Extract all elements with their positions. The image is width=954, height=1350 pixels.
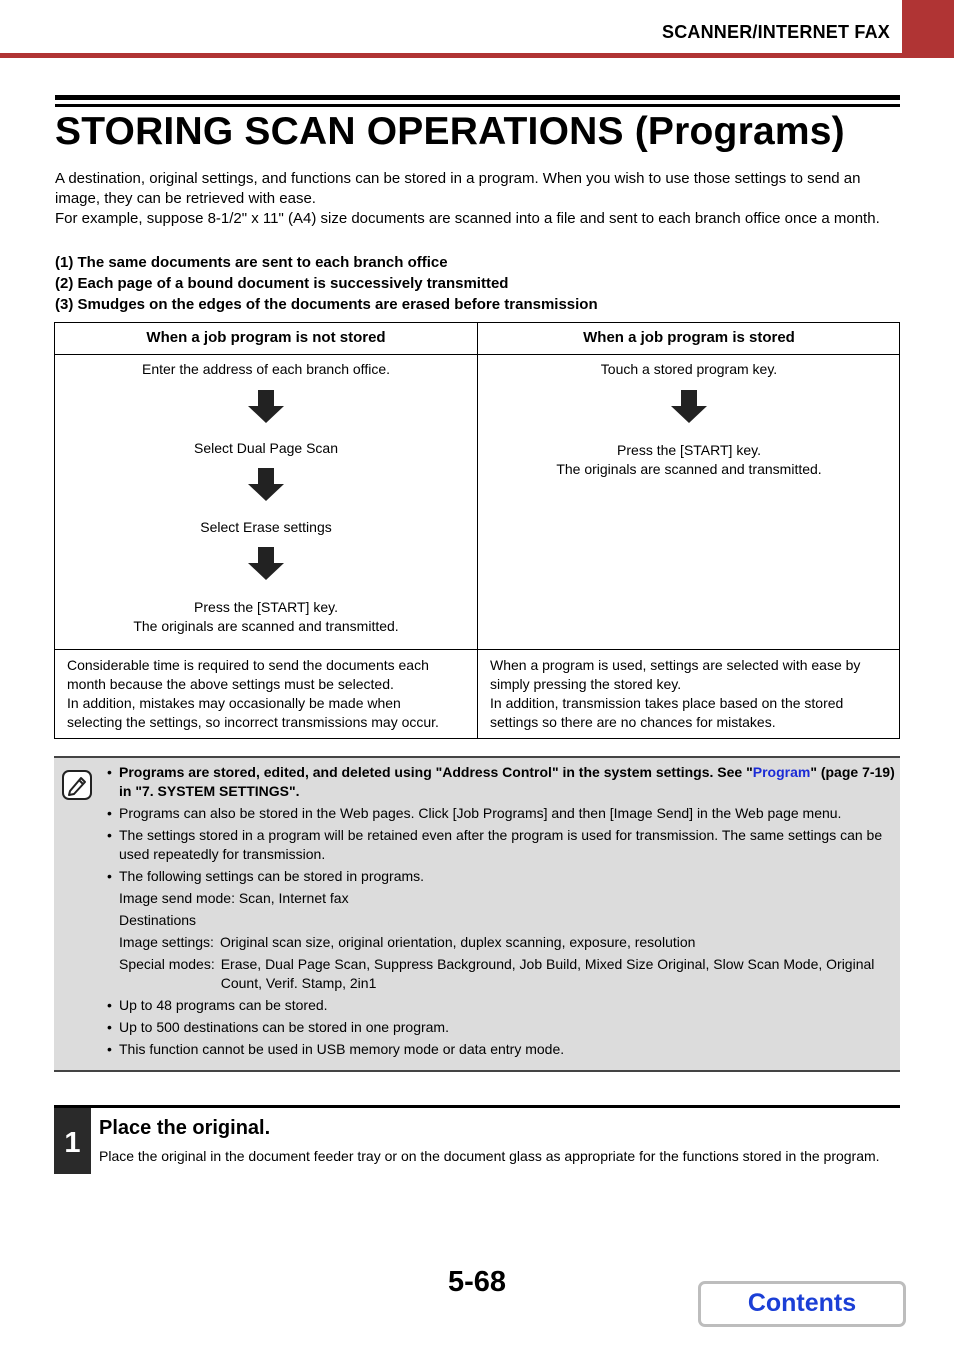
note-item: • Programs are stored, edited, and deleted using "Address Control" in the system settings. See "Program" (page 7-19) in "7. SYSTEM SETTINGS".: [107, 764, 895, 799]
remark-line: In addition, mistakes may occasionally be made when: [67, 695, 401, 711]
setting-row: [119, 933, 897, 952]
flow-step: Select Dual Page Scan: [194, 440, 338, 456]
down-arrow-icon: [248, 547, 284, 580]
setting-label: Image settings:: [119, 934, 214, 950]
intro-paragraph: For example, suppose 8-1/2" x 11" (A4) size documents are scanned into a file and sent to each branch office once a month.: [55, 210, 880, 227]
flow-step: Select Erase settings: [200, 519, 332, 535]
flow-step: The originals are scanned and transmitted.: [556, 461, 822, 477]
note-list: [107, 763, 897, 1062]
note-item: • This function cannot be used in USB memory mode or data entry mode.: [107, 1040, 897, 1059]
remark-line: selecting the settings, so incorrect transmissions may occur.: [67, 714, 439, 730]
setting-value: Original scan size, original orientation, duplex scanning, exposure, resolution: [219, 934, 696, 950]
remark-line: settings so there are no chances for mistakes.: [490, 714, 776, 730]
step-rule: [54, 1105, 900, 1108]
note-item: • Up to 48 programs can be stored.: [107, 996, 897, 1015]
title-rule-thick: [55, 95, 900, 100]
pencil-note-icon: [62, 770, 92, 800]
note-text: This function cannot be used in USB memory mode or data entry mode.: [119, 1041, 565, 1057]
note-text: The settings stored in a program will be retained even after the program is used for transmission. The same settings can be used repeatedly for transmission.: [119, 827, 883, 862]
flow-step: Press the [START] key.: [617, 442, 761, 458]
contents-button[interactable]: Contents: [698, 1281, 906, 1327]
note-text: Up to 48 programs can be stored.: [119, 997, 328, 1013]
note-item: • The settings stored in a program will be retained even after the program is used for transmission. The same settings can be used repeatedly for transmission.: [107, 826, 897, 864]
table-divider: [55, 354, 899, 355]
page-number: 5-68: [447, 1266, 507, 1298]
remark-not-stored: [67, 656, 467, 732]
step-title: Place the original.: [99, 1117, 271, 1139]
note-text: Programs can also be stored in the Web pages. Click [Job Programs] and then [Image Send] in the Web page menu.: [119, 805, 842, 821]
flow-step: Enter the address of each branch office.: [141, 361, 390, 377]
setting-value: Erase, Dual Page Scan, Suppress Background, Job Build, Mixed Size Original, Slow Scan Mode, Original Count, Verif. Stamp, 2in1: [220, 956, 875, 991]
column-header-not-stored: When a job program is not stored: [146, 329, 386, 346]
step-number-badge: 1: [54, 1108, 91, 1174]
flow-step: The originals are scanned and transmitted.: [133, 618, 399, 634]
remark-line: When a program is used, settings are selected with ease by: [490, 657, 861, 673]
note-item: • The following settings can be stored in programs.: [107, 867, 897, 886]
flow-step: Touch a stored program key.: [600, 361, 778, 377]
page-title: STORING SCAN OPERATIONS (Programs): [55, 110, 845, 153]
column-header-stored: When a job program is stored: [583, 329, 795, 346]
table-divider: [477, 323, 478, 738]
intro-text: [55, 169, 905, 229]
note-item: • Programs can also be stored in the Web pages. Click [Job Programs] and then [Image Send] in the Web page menu.: [107, 804, 897, 823]
setting-label: Special modes:: [119, 956, 215, 972]
case-item: (2) Each page of a bound document is successively transmitted: [55, 275, 509, 292]
case-item: (3) Smudges on the edges of the documents are erased before transmission: [55, 296, 598, 313]
note-text: Up to 500 destinations can be stored in one program.: [119, 1019, 449, 1035]
intro-paragraph: A destination, original settings, and functions can be stored in a program. When you wish to use those settings to send an image, they can be retrieved with ease.: [55, 170, 861, 207]
step-description: Place the original in the document feeder tray or on the document glass as appropriate for the functions stored in the program.: [99, 1148, 880, 1164]
case-item: (1) The same documents are sent to each branch office: [55, 254, 448, 271]
remark-stored: [490, 656, 890, 732]
note-text: The following settings can be stored in programs.: [119, 868, 425, 884]
note-text: " (page 7-19) in "7. SYSTEM SETTINGS".: [119, 764, 895, 799]
setting-line: Destinations: [119, 912, 197, 928]
header-accent-line: [0, 53, 902, 58]
remark-line: Considerable time is required to send the documents each: [67, 657, 429, 673]
note-text: Programs are stored, edited, and deleted using "Address Control" in the system settings. See ": [119, 764, 753, 780]
flow-step: Press the [START] key.: [194, 599, 338, 615]
remark-line: month because the above settings must be selected.: [67, 676, 394, 692]
down-arrow-icon: [671, 390, 707, 423]
section-header: SCANNER/INTERNET FAX: [661, 22, 890, 42]
comparison-table: [54, 322, 900, 739]
title-rule-thin: [55, 104, 900, 107]
program-link[interactable]: Program: [752, 764, 811, 780]
remark-line: In addition, transmission takes place based on the stored: [490, 695, 844, 711]
down-arrow-icon: [248, 468, 284, 501]
setting-line: Image send mode: Scan, Internet fax: [119, 890, 349, 906]
note-item: • Up to 500 destinations can be stored in one program.: [107, 1018, 897, 1037]
setting-row: [119, 955, 897, 993]
header-accent-block: [902, 0, 954, 58]
example-cases: [55, 252, 598, 315]
table-divider: [55, 649, 899, 650]
remark-line: simply pressing the stored key.: [490, 676, 682, 692]
down-arrow-icon: [248, 390, 284, 423]
